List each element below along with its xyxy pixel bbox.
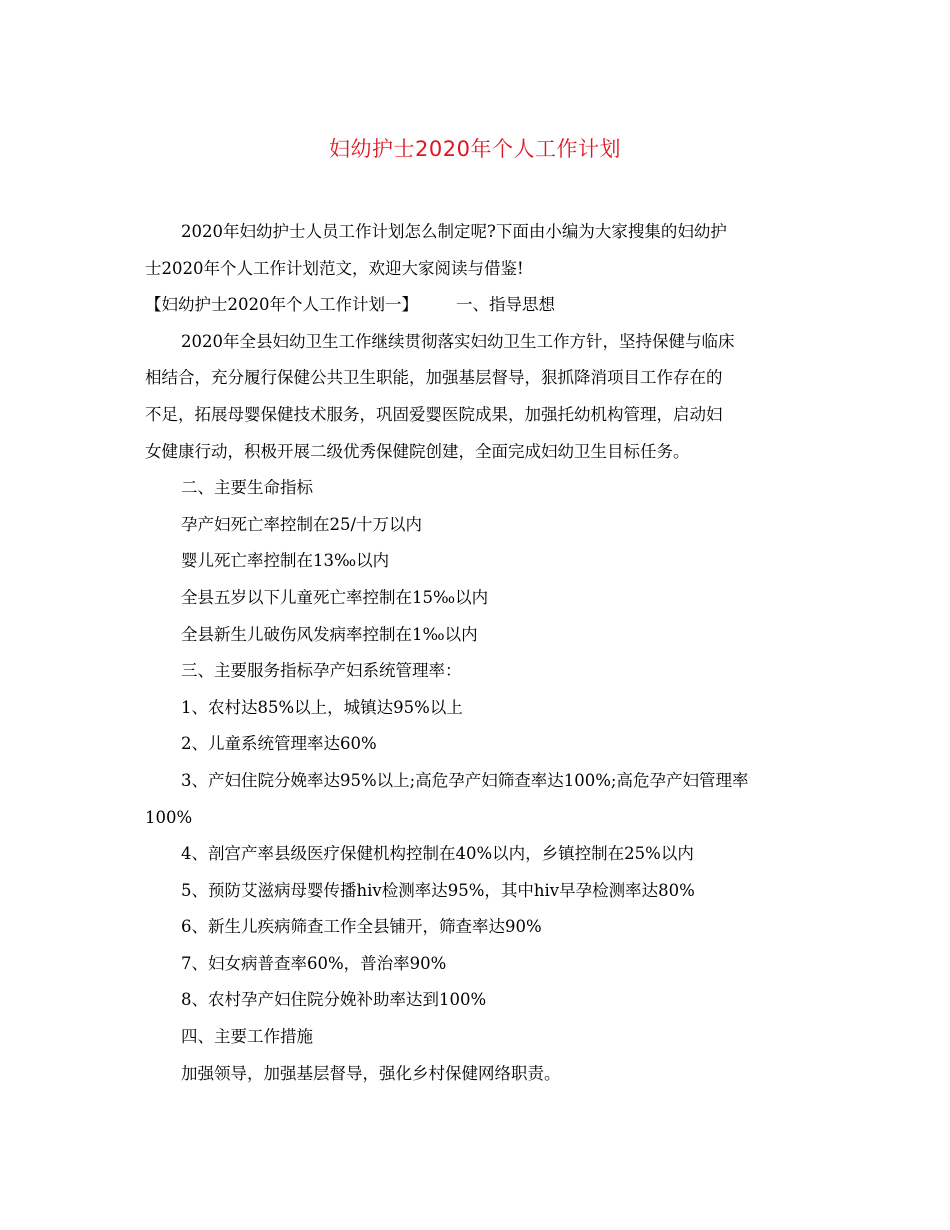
line-text: 6、新生儿疾病筛查工作全县铺开，筛查率达90% bbox=[181, 917, 542, 937]
line-text: 加强领导，加强基层督导，强化乡村保健网络职责。 bbox=[181, 1063, 561, 1083]
line-text: 3、产妇住院分娩率达95%以上;高危孕产妇筛查率达100%;高危孕产妇管理率 bbox=[181, 770, 749, 790]
paragraph-line bbox=[145, 1027, 815, 1064]
line-text: 4、剖宫产率县级医疗保健机构控制在40%以内，乡镇控制在25%以内 bbox=[181, 844, 694, 864]
line-text: 【妇幼护士2020年个人工作计划一】 bbox=[145, 295, 418, 315]
line-text: 2020年妇幼护士人员工作计划怎么制定呢?下面由小编为大家搜集的妇幼护 bbox=[181, 222, 727, 241]
paragraph-line bbox=[145, 368, 815, 405]
line-text: 四、主要工作措施 bbox=[181, 1027, 313, 1047]
line-text: 相结合，充分履行保健公共卫生职能，加强基层督导，狠抓降消项目工作存在的 bbox=[145, 368, 723, 388]
line-text: 三、主要服务指标孕产妇系统管理率： bbox=[181, 661, 462, 681]
paragraph-line bbox=[145, 551, 815, 588]
paragraph-line bbox=[145, 844, 815, 881]
line-text: 全县五岁以下儿童死亡率控制在15‰以内 bbox=[181, 587, 489, 607]
paragraph-line bbox=[145, 734, 815, 771]
line-text: 100% bbox=[145, 807, 193, 827]
line-text: 5、预防艾滋病母婴传播hiv检测率达95%，其中hiv早孕检测率达80% bbox=[181, 880, 695, 900]
line-text: 7、妇女病普查率60%，普治率90% bbox=[181, 953, 447, 973]
line-text: 士2020年个人工作计划范文，欢迎大家阅读与借鉴! bbox=[145, 258, 524, 278]
document-body bbox=[145, 222, 815, 1100]
paragraph-line bbox=[145, 661, 815, 698]
paragraph-line bbox=[145, 222, 815, 259]
paragraph-line bbox=[145, 954, 815, 991]
line-text: 婴儿死亡率控制在13‰以内 bbox=[181, 551, 390, 571]
paragraph-line bbox=[145, 917, 815, 954]
paragraph-line bbox=[145, 259, 815, 296]
line-text: 8、农村孕产妇住院分娩补助率达到100% bbox=[181, 990, 487, 1010]
document-title: 妇幼护士2020年个人工作计划 bbox=[329, 137, 621, 161]
line-text: 全县新生儿破伤风发病率控制在1‰以内 bbox=[181, 624, 478, 644]
paragraph-line bbox=[145, 808, 815, 845]
line-text: 不足，拓展母婴保健技术服务，巩固爱婴医院成果，加强托幼机构管理，启动妇 bbox=[145, 404, 723, 424]
line-text: 2020年全县妇幼卫生工作继续贯彻落实妇幼卫生工作方针，坚持保健与临床 bbox=[181, 331, 735, 351]
line-text: 二、主要生命指标 bbox=[181, 478, 313, 498]
paragraph-line bbox=[145, 771, 815, 808]
paragraph-line bbox=[145, 515, 815, 552]
paragraph-line bbox=[145, 625, 815, 662]
paragraph-line bbox=[145, 698, 815, 735]
section-heading: 一、指导思想 bbox=[456, 295, 555, 315]
paragraph-line bbox=[145, 881, 815, 918]
paragraph-line bbox=[145, 990, 815, 1027]
paragraph-line bbox=[145, 405, 815, 442]
paragraph-line bbox=[145, 332, 815, 369]
line-text: 孕产妇死亡率控制在25/十万以内 bbox=[181, 514, 423, 534]
paragraph-line bbox=[145, 295, 815, 332]
line-text: 2、儿童系统管理率达60% bbox=[181, 734, 377, 754]
paragraph-line bbox=[145, 478, 815, 515]
line-text: 1、农村达85%以上，城镇达95%以上 bbox=[181, 697, 463, 717]
line-text: 女健康行动，积极开展二级优秀保健院创建，全面完成妇幼卫生目标任务。 bbox=[145, 441, 690, 461]
paragraph-line bbox=[145, 442, 815, 479]
paragraph-line bbox=[145, 588, 815, 625]
paragraph-line bbox=[145, 1064, 815, 1101]
